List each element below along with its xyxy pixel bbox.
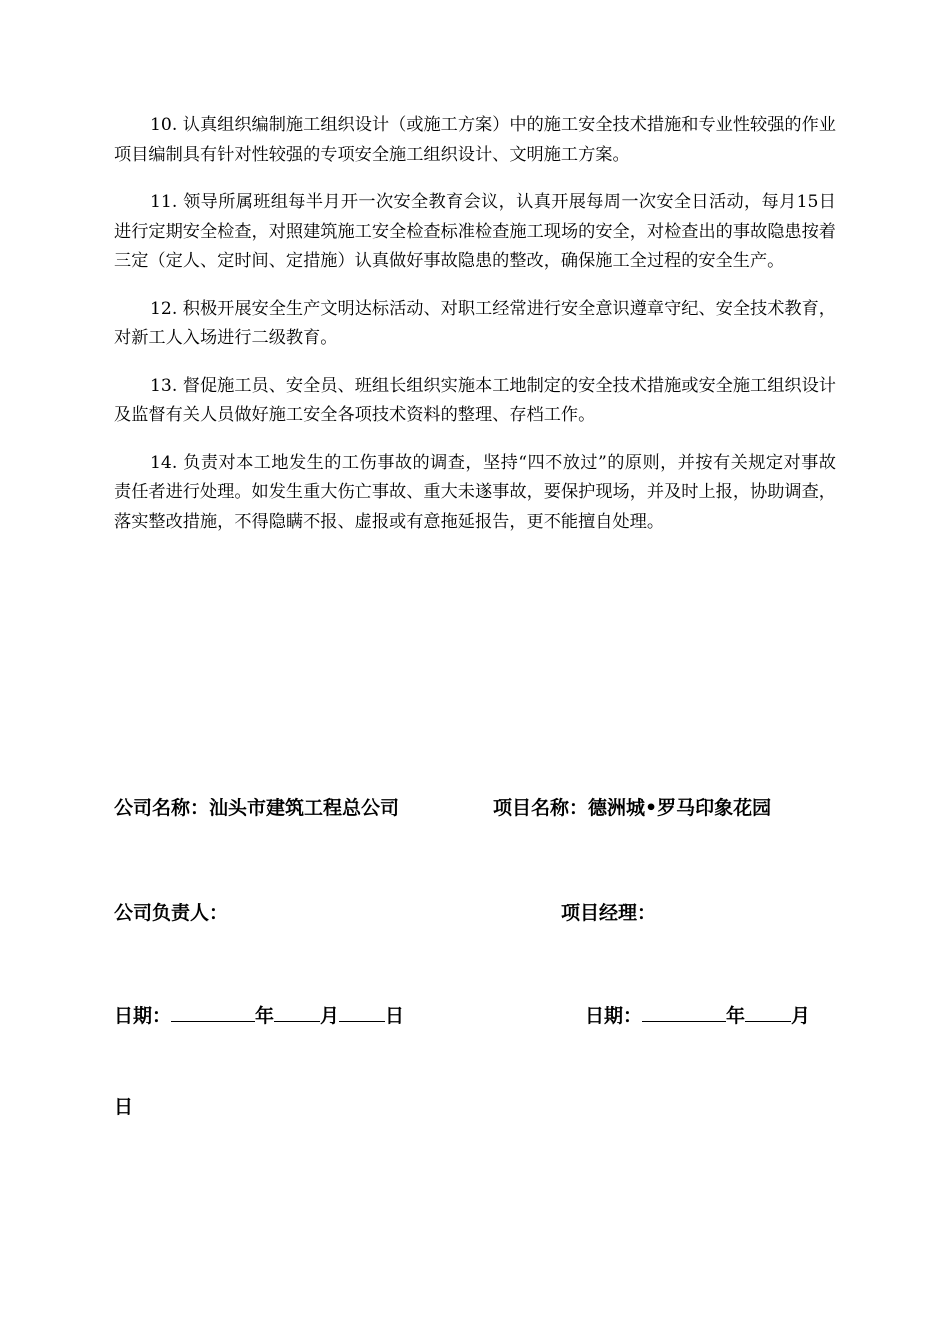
project-date-day: 日 (114, 1096, 134, 1118)
month-label: 月 (320, 1005, 340, 1027)
company-date (114, 1003, 404, 1029)
project-date (585, 1003, 810, 1029)
month-blank (745, 1003, 791, 1022)
year-label: 年 (726, 1005, 746, 1027)
clause-13: 13. 督促施工员、安全员、班组长组织实施本工地制定的安全技术措施或安全施工组织设计及监督有关人员做好施工安全各项技术资料的整理、存档工作。 (114, 375, 836, 425)
company-head-label: 公司负责人： (114, 902, 229, 924)
day-blank (339, 1003, 385, 1022)
year-label: 年 (255, 1005, 275, 1027)
responsibility-list (114, 111, 836, 555)
year-blank (642, 1003, 726, 1022)
date-label: 日期： (114, 1005, 172, 1027)
clause-11: 11. 领导所属班组每半月开一次安全教育会议，认真开展每周一次安全日活动，每月15日进行定期安全检查，对照建筑施工安全检查标准检查施工现场的安全，对检查出的事故隐患按着三定（定人、定时间、定措施）认真做好事故隐患的整改，确保施工全过程的安全生产。 (114, 192, 836, 271)
clause-10: 10. 认真组织编制施工组织设计（或施工方案）中的施工安全技术措施和专业性较强的作业项目编制具有针对性较强的专项安全施工组织设计、文明施工方案。 (114, 115, 836, 165)
clause-14: 14. 负责对本工地发生的工伤事故的调查，坚持“四不放过”的原则，并按有关规定对事故责任者进行处理。如发生重大伤亡事故、重大未遂事故，要保护现场，并及时上报，协助调查，落实整改措施，不得隐瞒不报、虚报或有意拖延报告，更不能擅自处理。 (114, 452, 836, 532)
date-label: 日期： (585, 1005, 643, 1027)
company-name: 公司名称：汕头市建筑工程总公司 (114, 797, 400, 819)
project-manager-label: 项目经理： (561, 902, 657, 924)
month-blank (274, 1003, 320, 1022)
project-name: 项目名称：德洲城•罗马印象花园 (493, 797, 772, 819)
clause-12: 12. 积极开展安全生产文明达标活动、对职工经常进行安全意识遵章守纪、安全技术教育，对新工人入场进行二级教育。 (114, 298, 836, 348)
year-blank (171, 1003, 255, 1022)
month-label: 月 (791, 1005, 811, 1027)
day-label: 日 (385, 1005, 405, 1027)
